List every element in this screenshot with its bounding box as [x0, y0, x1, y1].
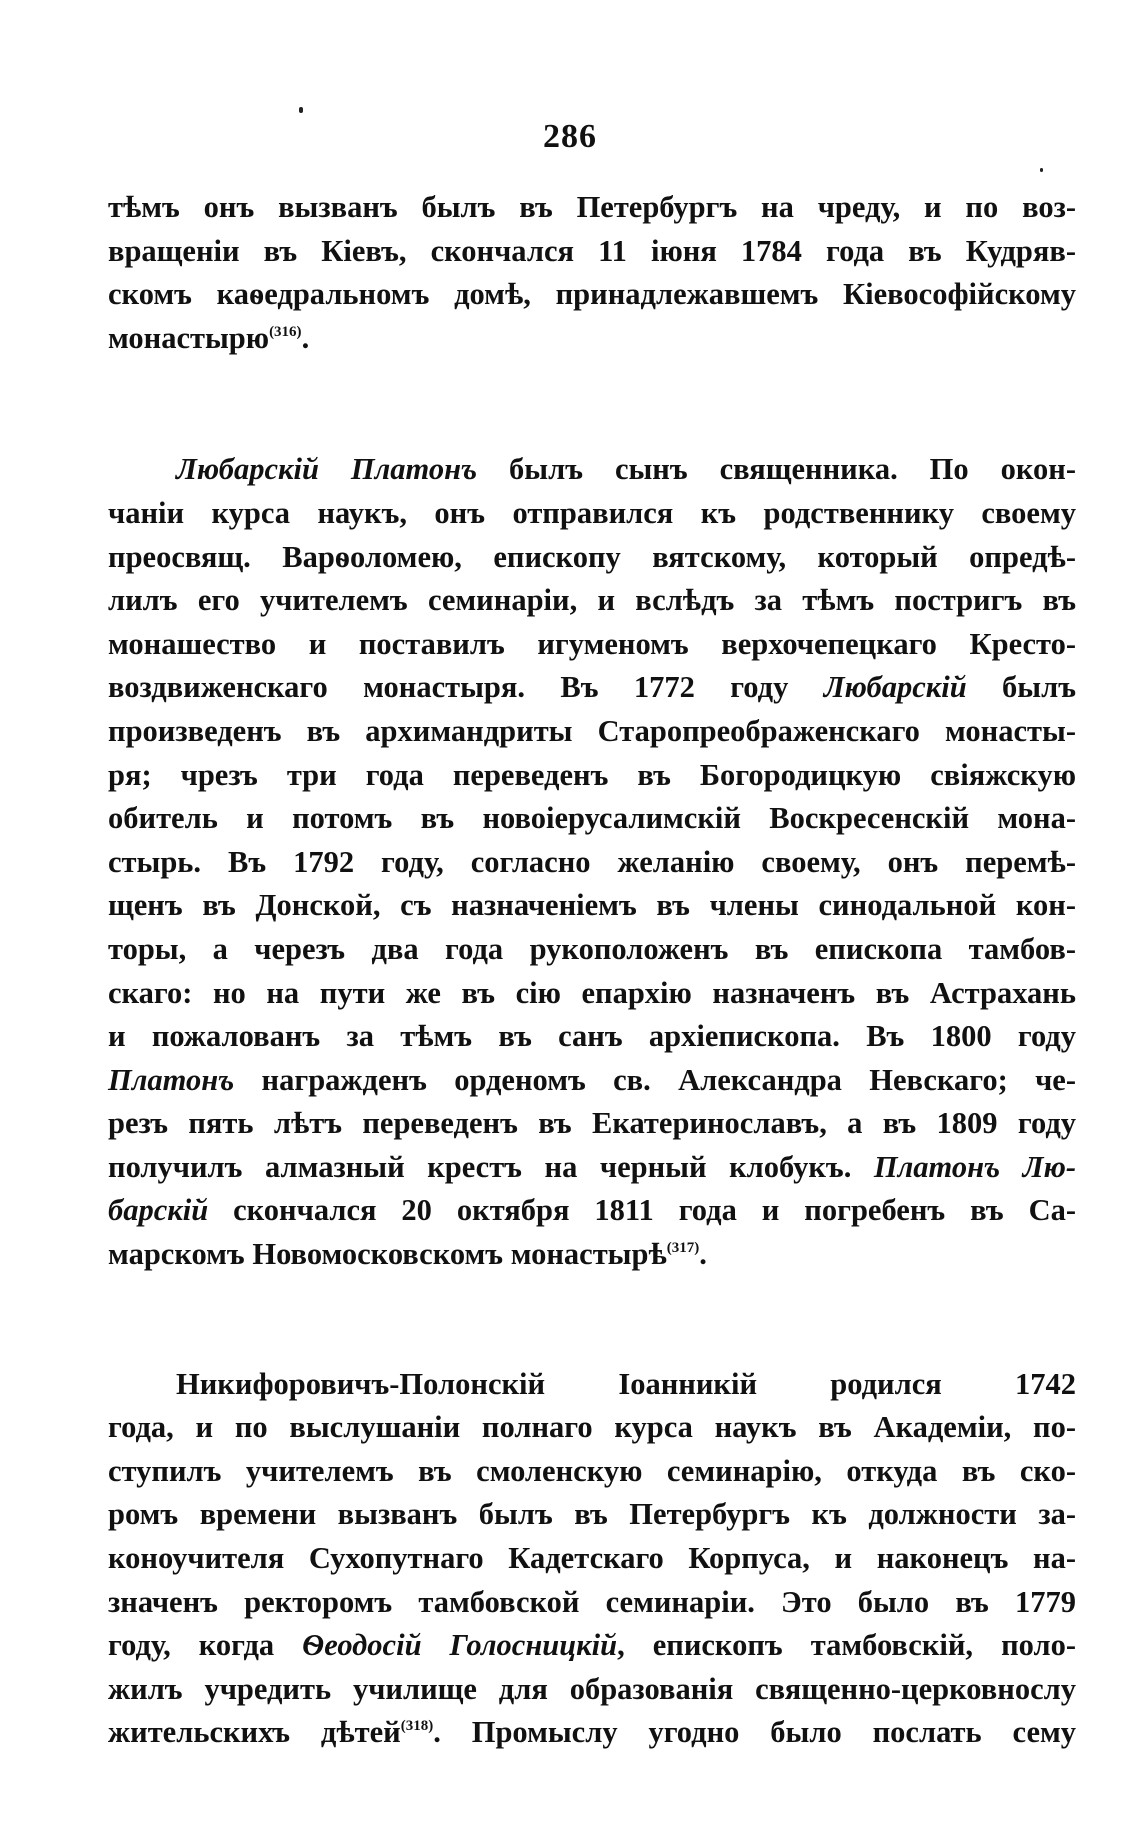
- text-run: былъ: [966, 670, 1076, 705]
- text-line: произведенъ въ архимандриты Старопреображенскаго монасты-: [108, 713, 1076, 748]
- text-line: и пожалованъ за тѣмъ въ санъ архіепископа. Въ 1800 году: [108, 1019, 1076, 1054]
- paragraph-2: [108, 448, 1076, 1276]
- text-line: ступилъ учителемъ въ смоленскую семинарію, откуда въ ско-: [108, 1453, 1076, 1488]
- text-line: резъ пять лѣтъ переведенъ въ Екатеринославъ, а въ 1809 году: [108, 1106, 1076, 1141]
- text-line: [108, 1059, 1076, 1103]
- footnote-ref: (318): [400, 1718, 434, 1735]
- text-line: скомъ каѳедральномъ домѣ, принадлежавшемъ Кіевософійскому: [108, 277, 1076, 312]
- text-run: награжденъ орденомъ св. Александра Невскаго; че-: [234, 1062, 1076, 1097]
- text-run: родился 1742: [757, 1366, 1076, 1401]
- text-line: преосвящ. Варѳоломею, епископу вятскому, который опредѣ-: [108, 539, 1076, 574]
- text-run: жительскихъ дѣтей: [108, 1715, 401, 1750]
- text-run: году, когда: [108, 1628, 303, 1663]
- text-run: марскомъ Новомосковскомъ монастырѣ: [108, 1237, 667, 1272]
- text-line: [108, 317, 1076, 361]
- text-line: [108, 1146, 1076, 1190]
- text-run: . Промыслу угодно было послать сему: [433, 1715, 1077, 1750]
- text-line: [108, 448, 1076, 492]
- italic-name: Платонъ Лю-: [873, 1149, 1077, 1184]
- entry-heading: Любарскій Платонъ: [176, 452, 478, 487]
- text-line: [108, 666, 1076, 710]
- page-number: 286: [543, 118, 597, 155]
- paragraph-spacer: [108, 360, 1076, 448]
- footnote-ref: (317): [666, 1240, 700, 1257]
- entry-heading: Никифоровичъ-Полонскій Іоанникій: [176, 1366, 758, 1401]
- text-run: , епископъ тамбовскій, поло-: [617, 1628, 1077, 1663]
- italic-name: Платонъ: [108, 1062, 235, 1097]
- paragraph-spacer: [108, 1277, 1076, 1363]
- text-line: торы, а черезъ два года рукоположенъ въ епископа тамбов-: [108, 931, 1076, 966]
- text-run: былъ сынъ священника. По окон-: [477, 452, 1076, 487]
- text-line: [108, 1624, 1076, 1668]
- ink-speck: [299, 107, 303, 113]
- text-run: получилъ алмазный крестъ на черный клобукъ.: [108, 1149, 874, 1184]
- text-run: скончался 20 октября 1811 года и погребенъ въ Са-: [208, 1193, 1076, 1228]
- text-line: [108, 1363, 1076, 1407]
- text-line: тѣмъ онъ вызванъ былъ въ Петербургъ на чреду, и по воз-: [108, 190, 1076, 224]
- text-run: .: [699, 1237, 707, 1272]
- text-line: ря; чрезъ три года переведенъ въ Богородицкую свіяжскую: [108, 757, 1076, 792]
- ink-speck: [1040, 168, 1043, 172]
- text-line: монашество и поставилъ игуменомъ верхочепецкаго Кресто-: [108, 626, 1076, 661]
- text-line: жилъ учредить училище для образованія священно-церковнослу: [108, 1671, 1076, 1706]
- text-line: стырь. Въ 1792 году, согласно желанію своему, онъ перемѣ-: [108, 844, 1076, 879]
- text-line: значенъ ректоромъ тамбовской семинаріи. Это было въ 1779: [108, 1584, 1076, 1619]
- text-line: скаго: но на пути же въ сію епархію назначенъ въ Астрахань: [108, 975, 1076, 1010]
- text-run: .: [301, 320, 310, 355]
- italic-name: барскій: [108, 1193, 209, 1228]
- paragraph-1: [108, 186, 1076, 360]
- text-line: вращеніи въ Кіевъ, скончался 11 іюня 1784 года въ Кудряв-: [108, 233, 1076, 268]
- text-line: коноучителя Сухопутнаго Кадетскаго Корпуса, и наконецъ на-: [108, 1541, 1076, 1576]
- text-run: воздвиженскаго монастыря. Въ 1772 году: [108, 670, 824, 705]
- paragraph-3: [108, 1363, 1076, 1755]
- text-line: [108, 1233, 1076, 1277]
- text-run: монастырю: [108, 320, 270, 355]
- italic-name: Ѳеодосій Голосницкій: [302, 1628, 618, 1663]
- text-line: ромъ времени вызванъ былъ въ Петербургъ къ должности за-: [108, 1497, 1076, 1532]
- text-line: года, и по выслушаніи полнаго курса наукъ въ Академіи, по-: [108, 1410, 1076, 1445]
- text-line: лилъ его учителемъ семинаріи, и вслѣдъ за тѣмъ постригъ въ: [108, 583, 1076, 618]
- text-line: [108, 1711, 1076, 1755]
- text-line: обитель и потомъ въ новоіерусалимскій Воскресенскій мона-: [108, 801, 1076, 836]
- text-column: [108, 186, 1076, 1755]
- footnote-ref: (316): [269, 323, 302, 340]
- text-line: [108, 1189, 1076, 1233]
- text-line: щенъ въ Донской, съ назначеніемъ въ члены синодальной кон-: [108, 888, 1076, 923]
- text-line: чаніи курса наукъ, онъ отправился къ родственнику своему: [108, 495, 1076, 530]
- italic-name: Любарскій: [823, 670, 967, 705]
